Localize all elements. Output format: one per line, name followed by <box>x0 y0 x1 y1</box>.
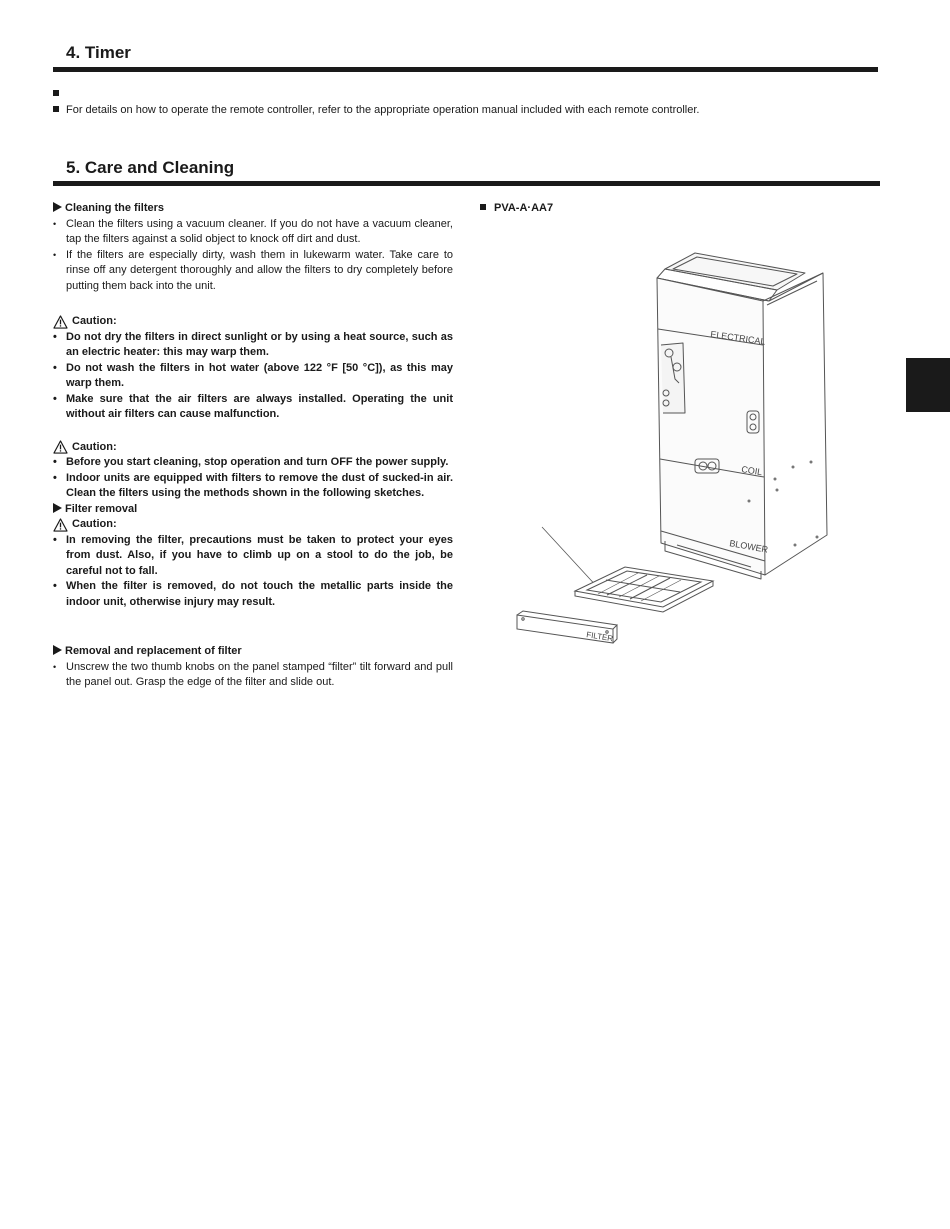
list-item: • Do not wash the filters in hot water (above 122 °F [50 °C]), as this may warp them. <box>53 361 453 392</box>
caution-list-1 <box>53 330 453 423</box>
list-item: • Do not dry the filters in direct sunlight or by using a heat source, such as an electric heater: this may warp them. <box>53 330 453 361</box>
filter-label: FILTER <box>585 630 614 644</box>
timer-title-rule <box>53 67 878 72</box>
caution-list-2 <box>53 455 453 502</box>
cleaning-filters-heading: Cleaning the filters <box>53 201 453 217</box>
triangle-arrow-icon <box>53 645 62 655</box>
care-text-column <box>53 201 453 691</box>
filter-removal-heading: Filter removal <box>53 502 453 518</box>
square-bullet-icon <box>53 90 59 96</box>
list-item: • In removing the filter, precautions must be taken to protect your eyes from dust. Also, if you have to climb up on a stool to do the job, be careful not to fall. <box>53 533 453 580</box>
timer-note-2: For details on how to operate the remote controller, refer to the appropriate operation manual included with each remote controller. <box>53 103 699 118</box>
triangle-arrow-icon <box>53 503 62 513</box>
list-item: • When the filter is removed, do not touch the metallic parts inside the indoor unit, otherwise injury may result. <box>53 579 453 610</box>
caution-label-2: Caution: <box>53 440 453 456</box>
coil-label: COIL <box>740 464 764 478</box>
warning-triangle-icon <box>53 440 68 454</box>
square-bullet-icon <box>53 106 59 112</box>
triangle-arrow-icon <box>53 202 62 212</box>
air-handler-illustration <box>505 245 835 650</box>
list-item: • Clean the filters using a vacuum cleaner. If you do not have a vacuum cleaner, tap the filters against a solid object to knock off dirt and dust. <box>53 217 453 248</box>
model-label: PVA-A·AA7 <box>480 202 553 214</box>
list-item: • Make sure that the air filters are always installed. Operating the unit without air filters can cause malfunction. <box>53 392 453 423</box>
care-section-title: 5. Care and Cleaning <box>66 158 235 177</box>
warning-triangle-icon <box>53 315 68 329</box>
list-item: • Indoor units are equipped with filters to remove the dust of sucked-in air. Clean the filters using the methods shown in the following sketches. <box>53 471 453 502</box>
warning-triangle-icon <box>53 518 68 532</box>
caution-list-3 <box>53 533 453 611</box>
caution-label-3: Caution: <box>53 517 453 533</box>
electrical-label: ELECTRICAL <box>709 329 767 347</box>
timer-note-1 <box>53 87 66 102</box>
removal-replacement-heading: Removal and replacement of filter <box>53 644 453 660</box>
care-title-rule <box>53 181 880 186</box>
cleaning-filters-list <box>53 217 453 295</box>
blower-label: BLOWER <box>728 538 769 555</box>
timer-section-title: 4. Timer <box>66 43 131 62</box>
removal-replacement-list <box>53 660 453 691</box>
list-item: • Unscrew the two thumb knobs on the panel stamped “filter” tilt forward and pull the panel out. Grasp the edge of the filter and slide out. <box>53 660 453 691</box>
list-item: • Before you start cleaning, stop operation and turn OFF the power supply. <box>53 455 453 471</box>
language-side-tab <box>906 358 950 412</box>
square-bullet-icon <box>480 204 486 210</box>
list-item: • If the filters are especially dirty, wash them in lukewarm water. Take care to rinse off any detergent thoroughly and allow the filters to dry completely before putting them back into the unit. <box>53 248 453 295</box>
caution-label-1: Caution: <box>53 314 453 330</box>
